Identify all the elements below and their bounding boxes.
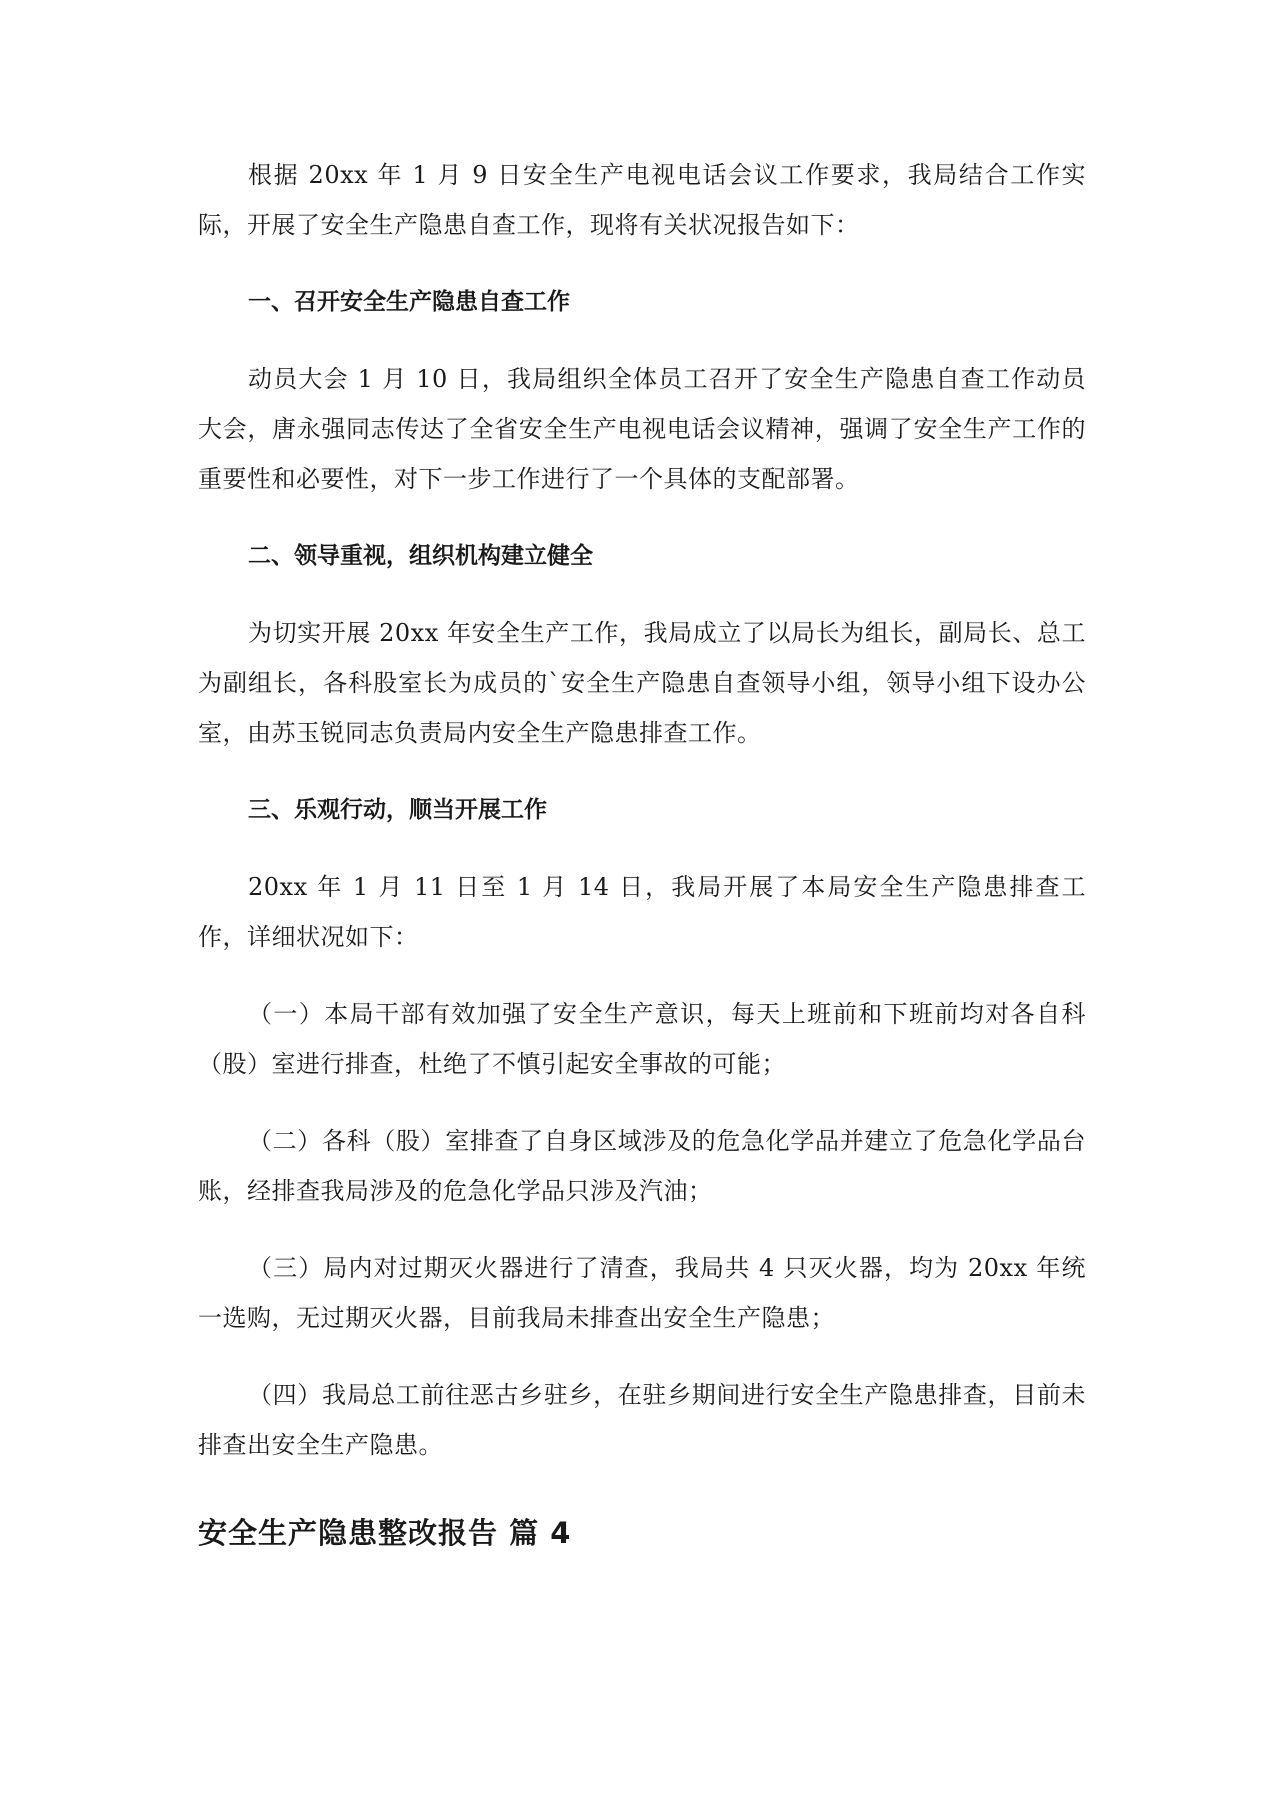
- intro-paragraph: 根据 20xx 年 1 月 9 日安全生产电视电话会议工作要求，我局结合工作实际，开展了安全生产隐患自查工作，现将有关状况报告如下：: [198, 161, 1086, 239]
- section-3-heading: 三、乐观行动，顺当开展工作: [248, 797, 547, 823]
- section-1-heading: 一、召开安全生产隐患自查工作: [248, 289, 570, 315]
- section-3-body: 20xx 年 1 月 11 日至 1 月 14 日，我局开展了本局安全生产隐患排查工作，详细状况如下：: [198, 873, 1086, 951]
- list-item: （二）各科（股）室排查了自身区域涉及的危急化学品并建立了危急化学品台账，经排查我局涉及的危急化学品只涉及汽油；: [198, 1127, 1086, 1205]
- list-item: （四）我局总工前往恶古乡驻乡，在驻乡期间进行安全生产隐患排查，目前未排查出安全生产隐患。: [198, 1381, 1086, 1459]
- list-item: （一）本局干部有效加强了安全生产意识，每天上班前和下班前均对各自科（股）室进行排查，杜绝了不慎引起安全事故的可能；: [198, 1000, 1086, 1078]
- section-1-body: 动员大会 1 月 10 日，我局组织全体员工召开了安全生产隐患自查工作动员大会，唐永强同志传达了全省安全生产电视电话会议精神，强调了安全生产工作的重要性和必要性，对下一步工作进行了一个具体的支配部署。: [198, 365, 1086, 493]
- section-2-body: 为切实开展 20xx 年安全生产工作，我局成立了以局长为组长，副局长、总工为副组长，各科股室长为成员的`安全生产隐患自查领导小组，领导小组下设办公室，由苏玉锐同志负责局内安全生产隐患排查工作。: [198, 619, 1086, 747]
- section-2-heading: 二、领导重视，组织机构建立健全: [248, 543, 593, 569]
- document-page: [198, 150, 1086, 1558]
- next-report-title: 安全生产隐患整改报告 篇 4: [198, 1516, 572, 1550]
- list-item: （三）局内对过期灭火器进行了清查，我局共 4 只灭火器，均为 20xx 年统一选购，无过期灭火器，目前我局未排查出安全生产隐患；: [198, 1254, 1086, 1332]
